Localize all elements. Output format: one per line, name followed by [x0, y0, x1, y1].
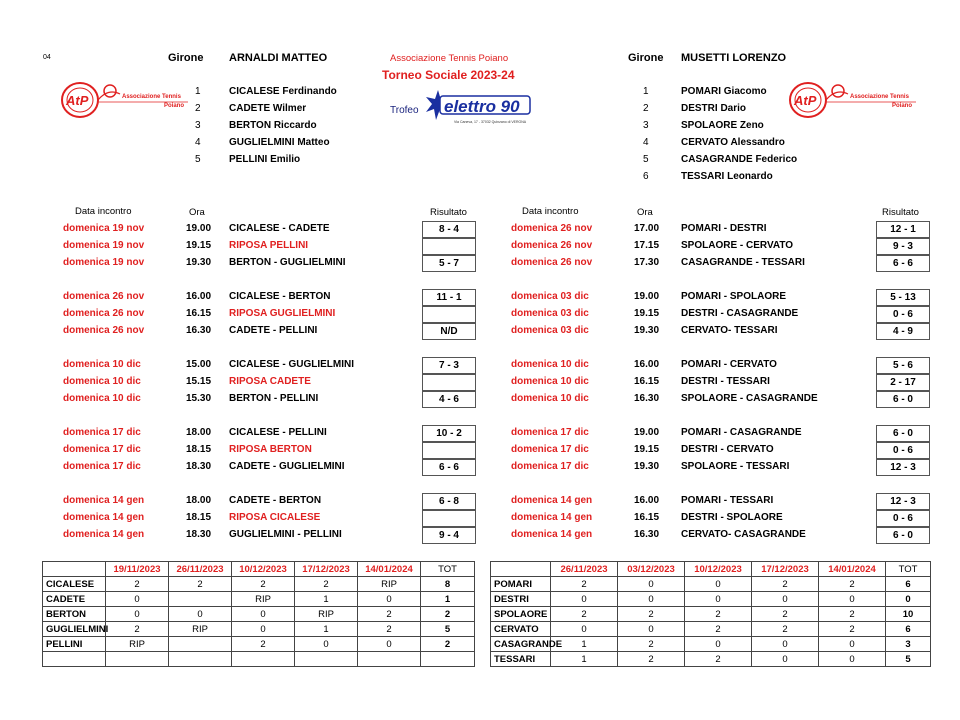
- summary-points-cell: RIP: [106, 637, 169, 652]
- match-result: [422, 238, 476, 255]
- match-pairing: CADETE - PELLINI: [229, 325, 318, 336]
- match-date: domenica 03 dic: [511, 291, 589, 302]
- summary-points-cell: 0: [819, 592, 886, 607]
- left-club-logo: [60, 80, 190, 122]
- summary-date-header: 14/01/2024: [358, 562, 421, 577]
- summary-row: [43, 622, 475, 637]
- right-header-result: Risultato: [882, 207, 919, 218]
- summary-player-name: [43, 652, 106, 667]
- match-date: domenica 26 nov: [63, 291, 145, 302]
- summary-points-cell: 2: [685, 607, 752, 622]
- match-result: 0 - 6: [876, 510, 930, 527]
- summary-total-cell: 0: [886, 592, 931, 607]
- summary-corner-cell: [491, 562, 551, 577]
- svg-text:AtP: AtP: [66, 93, 89, 108]
- player-number: 5: [195, 154, 201, 165]
- player-number: 4: [195, 137, 201, 148]
- player-number: 1: [195, 86, 201, 97]
- match-time: 16.30: [634, 393, 660, 404]
- match-time: 15.00: [186, 359, 212, 370]
- match-date: domenica 14 gen: [511, 512, 593, 523]
- player-number: 3: [643, 120, 649, 131]
- tournament-title: Torneo Sociale 2023-24: [382, 68, 515, 82]
- summary-row: [491, 592, 931, 607]
- summary-points-cell: 2: [685, 622, 752, 637]
- summary-points-cell: 2: [618, 637, 685, 652]
- match-result: 5 - 6: [876, 357, 930, 374]
- svg-text:AtP: AtP: [794, 93, 817, 108]
- summary-row: [43, 652, 475, 667]
- match-pairing: POMARI - DESTRI: [681, 223, 767, 234]
- summary-points-cell: 0: [232, 607, 295, 622]
- match-result: 8 - 4: [422, 221, 476, 238]
- summary-points-cell: 0: [106, 607, 169, 622]
- summary-points-cell: 0: [819, 652, 886, 667]
- summary-player-name: SPOLAORE: [491, 607, 551, 622]
- summary-points-cell: 2: [618, 652, 685, 667]
- summary-points-cell: [106, 652, 169, 667]
- summary-points-cell: 0: [752, 652, 819, 667]
- summary-points-cell: 2: [358, 622, 421, 637]
- summary-date-header: 19/11/2023: [106, 562, 169, 577]
- right-club-logo: [788, 80, 918, 122]
- right-girone-name: MUSETTI LORENZO: [681, 52, 787, 64]
- match-result: 5 - 13: [876, 289, 930, 306]
- player-number: 2: [195, 103, 201, 114]
- match-result: [422, 306, 476, 323]
- summary-points-cell: 2: [752, 607, 819, 622]
- left-header-result: Risultato: [430, 207, 467, 218]
- summary-row: [491, 577, 931, 592]
- svg-text:Associazione Tennis: Associazione Tennis: [850, 94, 909, 100]
- summary-player-name: CASAGRANDE: [491, 637, 551, 652]
- summary-player-name: POMARI: [491, 577, 551, 592]
- match-pairing: CERVATO- TESSARI: [681, 325, 778, 336]
- summary-points-cell: 2: [232, 637, 295, 652]
- player-name: CADETE Wilmer: [229, 103, 307, 114]
- summary-player-name: CICALESE: [43, 577, 106, 592]
- match-time: 18.30: [186, 461, 212, 472]
- match-date: domenica 03 dic: [511, 308, 589, 319]
- match-time: 18.30: [186, 529, 212, 540]
- match-result: N/D: [422, 323, 476, 340]
- left-girone-label: Girone: [168, 52, 204, 64]
- right-header-date: Data incontro: [522, 206, 579, 217]
- summary-total-cell: 5: [886, 652, 931, 667]
- player-name: DESTRI Dario: [681, 103, 747, 114]
- summary-corner-cell: [43, 562, 106, 577]
- match-pairing: RIPOSA PELLINI: [229, 240, 309, 251]
- summary-points-cell: [169, 637, 232, 652]
- summary-row: [491, 637, 931, 652]
- match-pairing: BERTON - PELLINI: [229, 393, 319, 404]
- match-date: domenica 10 dic: [63, 376, 141, 387]
- match-result: [422, 510, 476, 527]
- player-number: 3: [195, 120, 201, 131]
- match-pairing: CICALESE - BERTON: [229, 291, 331, 302]
- left-summary-table: [42, 561, 475, 667]
- match-pairing: RIPOSA CADETE: [229, 376, 311, 387]
- match-pairing: POMARI - CASAGRANDE: [681, 427, 802, 438]
- summary-total-cell: 8: [421, 577, 475, 592]
- summary-row: [491, 622, 931, 637]
- match-result: [422, 374, 476, 391]
- match-time: 19.15: [634, 308, 660, 319]
- summary-points-cell: 0: [685, 637, 752, 652]
- summary-player-name: DESTRI: [491, 592, 551, 607]
- elettro90-logo-icon: [426, 88, 536, 126]
- match-time: 19.00: [186, 223, 212, 234]
- match-date: domenica 14 gen: [63, 512, 145, 523]
- summary-points-cell: 0: [618, 592, 685, 607]
- match-time: 16.00: [634, 495, 660, 506]
- summary-header-row: [491, 562, 931, 577]
- summary-date-header: 10/12/2023: [685, 562, 752, 577]
- match-date: domenica 10 dic: [63, 393, 141, 404]
- summary-player-name: TESSARI: [491, 652, 551, 667]
- summary-total-cell: 10: [886, 607, 931, 622]
- match-date: domenica 26 nov: [511, 257, 593, 268]
- match-time: 18.15: [186, 512, 212, 523]
- summary-points-cell: 0: [819, 637, 886, 652]
- match-result: 4 - 9: [876, 323, 930, 340]
- summary-points-cell: 2: [551, 577, 618, 592]
- summary-total-cell: 6: [886, 577, 931, 592]
- match-date: domenica 17 dic: [511, 427, 589, 438]
- match-pairing: CERVATO- CASAGRANDE: [681, 529, 806, 540]
- summary-tot-header: TOT: [886, 562, 931, 577]
- summary-points-cell: 0: [752, 637, 819, 652]
- player-number: 6: [643, 171, 649, 182]
- match-time: 19.30: [634, 461, 660, 472]
- match-time: 18.15: [186, 444, 212, 455]
- summary-points-cell: 0: [295, 637, 358, 652]
- svg-text:Associazione Tennis: Associazione Tennis: [122, 94, 181, 100]
- match-pairing: DESTRI - TESSARI: [681, 376, 770, 387]
- match-time: 16.00: [186, 291, 212, 302]
- match-pairing: DESTRI - CASAGRANDE: [681, 308, 799, 319]
- summary-total-cell: 6: [886, 622, 931, 637]
- match-time: 19.30: [186, 257, 212, 268]
- match-pairing: SPOLAORE - CASAGRANDE: [681, 393, 818, 404]
- match-time: 17.30: [634, 257, 660, 268]
- svg-text:Via Caneva, 17 - 37032 Quinzan: Via Caneva, 17 - 37032 Quinzano di VERONA: [454, 120, 527, 124]
- match-pairing: GUGLIELMINI - PELLINI: [229, 529, 342, 540]
- match-result: 11 - 1: [422, 289, 476, 306]
- match-date: domenica 14 gen: [511, 529, 593, 540]
- match-date: domenica 17 dic: [511, 444, 589, 455]
- match-date: domenica 17 dic: [511, 461, 589, 472]
- summary-header-row: [43, 562, 475, 577]
- match-time: 16.30: [186, 325, 212, 336]
- match-date: domenica 17 dic: [63, 427, 141, 438]
- match-date: domenica 26 nov: [63, 325, 145, 336]
- summary-points-cell: 0: [232, 622, 295, 637]
- summary-points-cell: RIP: [295, 607, 358, 622]
- left-header-time: Ora: [189, 207, 205, 218]
- match-time: 16.30: [634, 529, 660, 540]
- match-pairing: RIPOSA GUGLIELMINI: [229, 308, 336, 319]
- summary-points-cell: 1: [551, 652, 618, 667]
- svg-text:Poiano: Poiano: [892, 103, 913, 109]
- summary-points-cell: 2: [752, 622, 819, 637]
- match-result: 6 - 6: [876, 255, 930, 272]
- match-result: 6 - 0: [876, 527, 930, 544]
- match-pairing: POMARI - SPOLAORE: [681, 291, 787, 302]
- left-girone-name: ARNALDI MATTEO: [229, 52, 328, 64]
- match-date: domenica 10 dic: [511, 376, 589, 387]
- association-name: Associazione Tennis Poiano: [390, 53, 509, 64]
- match-time: 15.30: [186, 393, 212, 404]
- match-result: 0 - 6: [876, 442, 930, 459]
- match-result: 2 - 17: [876, 374, 930, 391]
- match-date: domenica 19 nov: [63, 240, 145, 251]
- match-date: domenica 26 nov: [511, 240, 593, 251]
- summary-player-name: CERVATO: [491, 622, 551, 637]
- summary-row: [43, 577, 475, 592]
- svg-text:elettro 90: elettro 90: [444, 97, 520, 116]
- summary-tot-header: TOT: [421, 562, 475, 577]
- summary-points-cell: 2: [169, 577, 232, 592]
- summary-points-cell: 0: [551, 622, 618, 637]
- match-pairing: CADETE - BERTON: [229, 495, 322, 506]
- player-name: SPOLAORE Zeno: [681, 120, 764, 131]
- atp-logo-icon: [60, 80, 190, 122]
- summary-date-header: 26/11/2023: [169, 562, 232, 577]
- summary-points-cell: RIP: [232, 592, 295, 607]
- match-date: domenica 03 dic: [511, 325, 589, 336]
- match-date: domenica 14 gen: [63, 529, 145, 540]
- match-pairing: BERTON - GUGLIELMINI: [229, 257, 346, 268]
- match-result: 12 - 3: [876, 459, 930, 476]
- summary-points-cell: RIP: [169, 622, 232, 637]
- match-pairing: CADETE - GUGLIELMINI: [229, 461, 345, 472]
- summary-points-cell: 2: [551, 607, 618, 622]
- match-pairing: CICALESE - CADETE: [229, 223, 330, 234]
- match-result: 0 - 6: [876, 306, 930, 323]
- player-name: BERTON Riccardo: [229, 120, 317, 131]
- match-result: 6 - 6: [422, 459, 476, 476]
- summary-points-cell: [169, 592, 232, 607]
- summary-date-header: 26/11/2023: [551, 562, 618, 577]
- summary-points-cell: 0: [618, 577, 685, 592]
- summary-total-cell: 3: [886, 637, 931, 652]
- match-date: domenica 14 gen: [63, 495, 145, 506]
- player-name: GUGLIELMINI Matteo: [229, 137, 330, 148]
- summary-points-cell: 1: [551, 637, 618, 652]
- player-name: CASAGRANDE Federico: [681, 154, 798, 165]
- summary-date-header: 10/12/2023: [232, 562, 295, 577]
- summary-points-cell: 2: [295, 577, 358, 592]
- atp-logo-icon: [788, 80, 918, 122]
- match-result: 6 - 8: [422, 493, 476, 510]
- summary-points-cell: 0: [358, 592, 421, 607]
- svg-text:Poiano: Poiano: [164, 103, 185, 109]
- player-name: POMARI Giacomo: [681, 86, 767, 97]
- match-date: domenica 17 dic: [63, 461, 141, 472]
- match-date: domenica 19 nov: [63, 223, 145, 234]
- match-date: domenica 26 nov: [511, 223, 593, 234]
- match-result: 10 - 2: [422, 425, 476, 442]
- match-time: 17.15: [634, 240, 660, 251]
- match-time: 19.30: [634, 325, 660, 336]
- summary-date-header: 14/01/2024: [819, 562, 886, 577]
- summary-points-cell: 2: [819, 577, 886, 592]
- match-date: domenica 14 gen: [511, 495, 593, 506]
- summary-total-cell: 2: [421, 637, 475, 652]
- match-time: 16.15: [634, 376, 660, 387]
- match-time: 15.15: [186, 376, 212, 387]
- summary-player-name: CADETE: [43, 592, 106, 607]
- summary-row: [43, 607, 475, 622]
- match-pairing: DESTRI - SPOLAORE: [681, 512, 783, 523]
- summary-points-cell: 2: [819, 607, 886, 622]
- match-date: domenica 10 dic: [511, 393, 589, 404]
- summary-points-cell: 2: [106, 577, 169, 592]
- summary-row: [43, 592, 475, 607]
- player-number: 5: [643, 154, 649, 165]
- match-result: 7 - 3: [422, 357, 476, 374]
- match-pairing: POMARI - TESSARI: [681, 495, 774, 506]
- right-summary-table: [490, 561, 931, 667]
- summary-points-cell: 2: [752, 577, 819, 592]
- summary-total-cell: 5: [421, 622, 475, 637]
- match-date: domenica 17 dic: [63, 444, 141, 455]
- summary-date-header: 17/12/2023: [295, 562, 358, 577]
- match-pairing: SPOLAORE - TESSARI: [681, 461, 790, 472]
- summary-points-cell: 0: [685, 592, 752, 607]
- summary-points-cell: RIP: [358, 577, 421, 592]
- left-header-date: Data incontro: [75, 206, 132, 217]
- match-result: 12 - 1: [876, 221, 930, 238]
- match-time: 19.15: [186, 240, 212, 251]
- summary-row: [43, 637, 475, 652]
- player-name: TESSARI Leonardo: [681, 171, 773, 182]
- match-pairing: RIPOSA BERTON: [229, 444, 312, 455]
- summary-points-cell: 2: [106, 622, 169, 637]
- trofeo-label: Trofeo: [390, 105, 419, 116]
- match-pairing: DESTRI - CERVATO: [681, 444, 774, 455]
- summary-row: [491, 607, 931, 622]
- match-pairing: CICALESE - GUGLIELMINI: [229, 359, 354, 370]
- summary-points-cell: 1: [295, 592, 358, 607]
- page-number: 04: [43, 54, 51, 61]
- summary-points-cell: 0: [106, 592, 169, 607]
- summary-player-name: BERTON: [43, 607, 106, 622]
- summary-total-cell: [421, 652, 475, 667]
- summary-points-cell: 0: [618, 622, 685, 637]
- player-name: CERVATO Alessandro: [681, 137, 785, 148]
- match-date: domenica 10 dic: [511, 359, 589, 370]
- match-date: domenica 10 dic: [63, 359, 141, 370]
- match-time: 18.00: [186, 495, 212, 506]
- sponsor-logo: [426, 88, 536, 126]
- player-number: 4: [643, 137, 649, 148]
- match-result: 5 - 7: [422, 255, 476, 272]
- player-number: 2: [643, 103, 649, 114]
- match-pairing: CASAGRANDE - TESSARI: [681, 257, 805, 268]
- player-number: 1: [643, 86, 649, 97]
- summary-points-cell: [169, 652, 232, 667]
- summary-row: [491, 652, 931, 667]
- summary-points-cell: 2: [358, 607, 421, 622]
- match-time: 17.00: [634, 223, 660, 234]
- summary-total-cell: 1: [421, 592, 475, 607]
- summary-points-cell: [295, 652, 358, 667]
- match-pairing: CICALESE - PELLINI: [229, 427, 327, 438]
- summary-player-name: PELLINI: [43, 637, 106, 652]
- player-name: CICALESE Ferdinando: [229, 86, 337, 97]
- summary-date-header: 03/12/2023: [618, 562, 685, 577]
- summary-points-cell: 0: [169, 607, 232, 622]
- match-pairing: SPOLAORE - CERVATO: [681, 240, 794, 251]
- match-date: domenica 19 nov: [63, 257, 145, 268]
- summary-points-cell: 2: [618, 607, 685, 622]
- match-time: 19.15: [634, 444, 660, 455]
- match-result: 6 - 0: [876, 391, 930, 408]
- summary-points-cell: 2: [685, 652, 752, 667]
- summary-points-cell: 1: [295, 622, 358, 637]
- match-result: 9 - 4: [422, 527, 476, 544]
- summary-points-cell: 2: [819, 622, 886, 637]
- right-header-time: Ora: [637, 207, 653, 218]
- match-time: 16.00: [634, 359, 660, 370]
- summary-points-cell: [358, 652, 421, 667]
- match-result: 4 - 6: [422, 391, 476, 408]
- match-time: 18.00: [186, 427, 212, 438]
- match-result: [422, 442, 476, 459]
- summary-points-cell: 0: [752, 592, 819, 607]
- match-time: 19.00: [634, 291, 660, 302]
- match-time: 16.15: [186, 308, 212, 319]
- match-result: 6 - 0: [876, 425, 930, 442]
- summary-total-cell: 2: [421, 607, 475, 622]
- match-result: 9 - 3: [876, 238, 930, 255]
- match-result: 12 - 3: [876, 493, 930, 510]
- match-time: 16.15: [634, 512, 660, 523]
- match-time: 19.00: [634, 427, 660, 438]
- summary-player-name: GUGLIELMINI: [43, 622, 106, 637]
- summary-points-cell: 0: [358, 637, 421, 652]
- summary-date-header: 17/12/2023: [752, 562, 819, 577]
- player-name: PELLINI Emilio: [229, 154, 301, 165]
- match-pairing: POMARI - CERVATO: [681, 359, 777, 370]
- right-girone-label: Girone: [628, 52, 664, 64]
- match-date: domenica 26 nov: [63, 308, 145, 319]
- summary-points-cell: [232, 652, 295, 667]
- match-pairing: RIPOSA CICALESE: [229, 512, 321, 523]
- summary-points-cell: 0: [551, 592, 618, 607]
- summary-points-cell: 0: [685, 577, 752, 592]
- summary-points-cell: 2: [232, 577, 295, 592]
